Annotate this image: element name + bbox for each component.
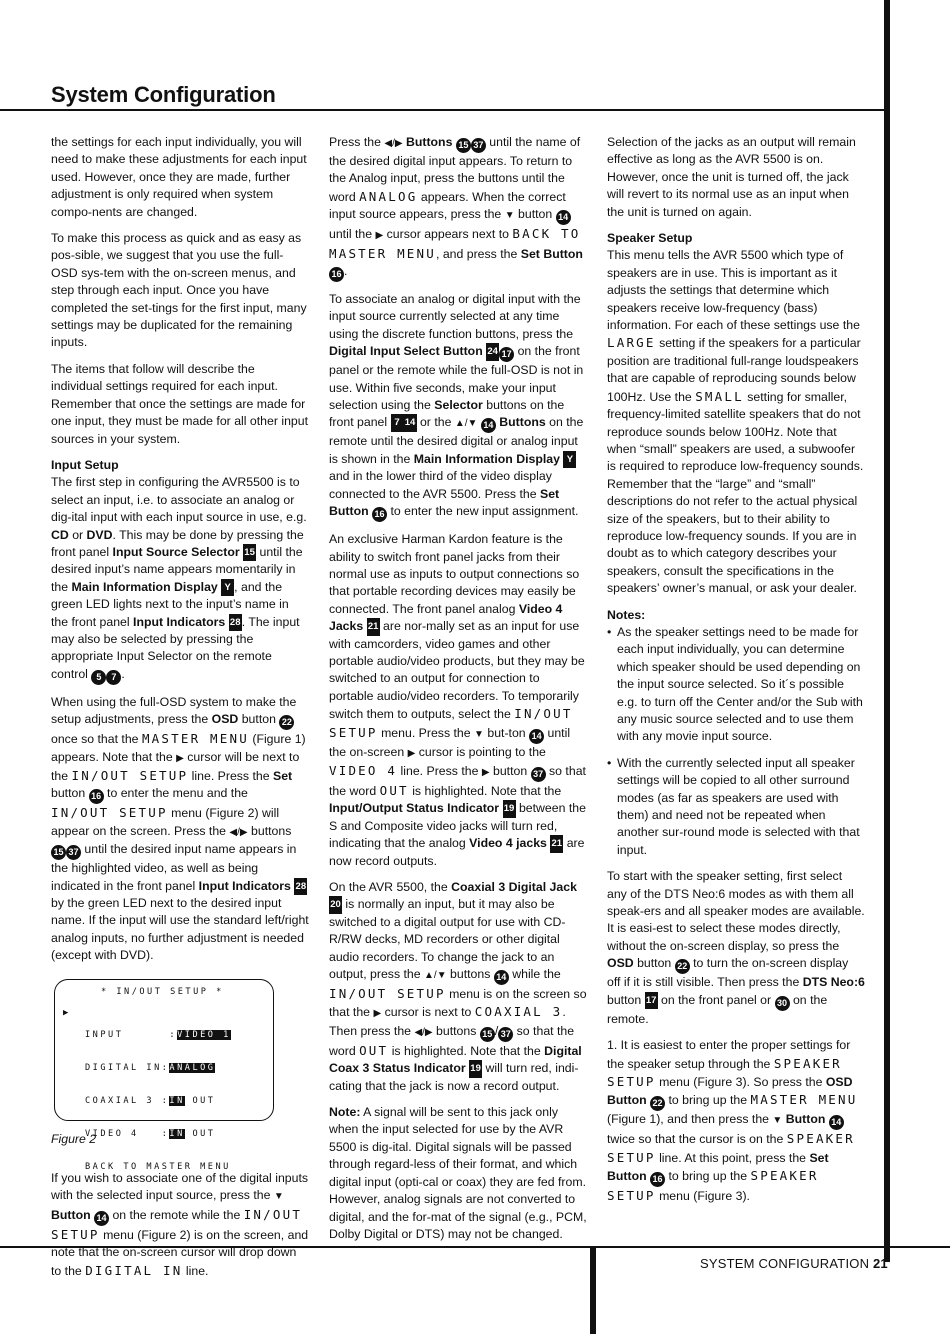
callout-circle: 15 (51, 845, 66, 860)
paragraph: To start with the speaker setting, first select any of the DTS Neo:6 modes as with them all speak-ers and all speaker modes are available. It is easi-est to select these modes directly, without the on-screen display, so press the OSD button 22 to turn the on-screen display off if it is still visible. Then press the DTS Neo:6 button 17 on the front panel or 30 on the remote. (607, 869, 865, 1026)
osd-text: IN/OUT SETUP (329, 986, 446, 1002)
callout-circle: 14 (494, 970, 509, 985)
paragraph: This menu tells the AVR 5500 which type of speakers are in use. This is important as it adjusts the settings that determine which speakers receive low-frequency (bass) information. For each of these settings use the LARGE setting if the speakers for a particular position are traditional full-range loudspeakers that are capable of reproducing sounds below 100Hz. Use the SMALL setting for smaller, frequency-limited satellite speakers that do not reproduce sounds below 100Hz. Note that when “small” speakers are used, a subwoofer is required to reproduce low-frequency sounds. Remember that the “large” and “small” descriptions do not refer to the actual physical size of the speakers, but to their ability to reproduce low-frequency sounds. If you are in doubt as to which category describes your speakers, consult the specifications in the speakers’ owner’s manual, or ask your dealer. (607, 248, 864, 596)
left-right-arrow-icon: ◀/▶ (229, 826, 248, 838)
osd-text: SPEAKER SETUP (607, 1168, 819, 1204)
paragraph: the settings for each input individually, you will need to make these adjustments for each input used. However, once they are made, further adjustment is only required when system compo-nents are changed. (51, 135, 307, 219)
up-down-arrow-icon: ▲/▼ (454, 418, 478, 430)
callout-circle: 22 (279, 715, 294, 730)
callout-circle: 30 (775, 996, 790, 1011)
osd-row: INPUT :VIDEO 1 (85, 1029, 231, 1040)
column-3 (607, 134, 865, 1215)
osd-text: IN/OUT SETUP (51, 805, 168, 821)
osd-menu (85, 1008, 231, 1195)
callout-number: 24 (486, 343, 499, 360)
callout-circle: 7 (106, 670, 121, 685)
callout-number: 17 (645, 992, 658, 1009)
right-arrow-icon: ▶ (481, 766, 490, 778)
callout-letter: Y (563, 451, 576, 468)
section-heading-notes: Notes: (607, 607, 646, 622)
callout-circle: 15 (456, 138, 471, 153)
figure-caption: Figure 2 (51, 1131, 97, 1146)
down-arrow-icon: ▼ (474, 728, 484, 740)
osd-row: DIGITAL IN:ANALOG (85, 1062, 216, 1073)
osd-text: IN/OUT SETUP (71, 768, 189, 783)
paragraph: 1. It is easiest to enter the proper settings for the speaker setup through the SPEAKER SETUP menu (Figure 3). So press the OSD Button 22 to bring up the MASTER MENU (Figure 1), and then press the ▼ Button 14 twice so that the cursor is on the SPEAKER SETUP line. At this point, press the Set Button 16 to bring up the SPEAKER SETUP menu (Figure 3). (607, 1038, 858, 1204)
callout-circle: 16 (89, 789, 104, 804)
callout-circle: 14 (556, 210, 571, 225)
down-arrow-icon: ▼ (504, 210, 515, 222)
callout-circle: 17 (499, 347, 514, 362)
callout-number: 20 (329, 896, 342, 913)
paragraph: If you wish to associate one of the digital inputs with the selected input source, press the ▼ Button 14 on the remote while the IN/OUT SETUP menu (Figure 2) is on the screen, and note that the on-screen cursor will drop down to the DIGITAL IN line. (51, 1171, 309, 1278)
notes-list (607, 624, 865, 859)
up-down-arrow-icon: ▲/▼ (424, 970, 447, 982)
callout-number: 28 (294, 878, 307, 895)
paragraph: Press the ◀/▶ Buttons 15 37 until the name of the desired digital input appears. To return to the Analog input, press the buttons until the word ANALOG appears. When the correct input source appears, press the ▼ button 14 until the ▶ cursor appears next to BACK TO MASTER MENU, and press the Set Button 16 . (329, 134, 587, 282)
footer-divider-bar (590, 1246, 596, 1334)
right-edge-bar (884, 0, 890, 1262)
column-2 (329, 134, 587, 1252)
osd-text: COAXIAL 3 (474, 1004, 563, 1020)
osd-text: ANALOG (359, 188, 418, 204)
callout-circle: 14 (529, 729, 544, 744)
section-heading-speaker-setup: Speaker Setup (607, 231, 693, 246)
list-item: • As the speaker settings need to be made for each input individually, you can determine which speaker should be used depending on the input source selected. So it´s possible e.g. to turn off the Center and/or the Sub with any music source selected and to use them with any movie input source. (607, 624, 865, 746)
callout-number: 28 (229, 614, 242, 631)
right-arrow-icon: ▶ (375, 230, 384, 242)
footer-section: SYSTEM CONFIGURATION (700, 1256, 870, 1271)
callout-number: 19 (469, 1060, 482, 1077)
callout-number: 19 (503, 800, 516, 817)
callout-circle: 37 (498, 1027, 513, 1042)
osd-row: BACK TO MASTER MENU (85, 1161, 231, 1172)
osd-text: MASTER MENU (141, 731, 249, 747)
callout-number: 15 (243, 544, 256, 561)
paragraph: On the AVR 5500, the Coaxial 3 Digital Jack 20 is normally an input, but it may also be switched to a digital output for use with CD-R/RW decks, MD recorders or other digital audio recorders. To change the jack to an output, press the ▲/▼ buttons 14 while the IN/OUT SETUP menu is on the screen so that the ▶ cursor is next to COAXIAL 3. Then press the ◀/▶ buttons 15 / 37 so that the word OUT is highlighted. Note that the Digital Coax 3 Status Indicator 19 will turn red, indi-cating that the jack is now a record output. (329, 880, 587, 1093)
paragraph: To associate an analog or digital input with the input source currently selected at any time using the discrete function buttons, press the Digital Input Select Button 24 17 on the front panel or the remote while the full-OSD is not in use. Within five seconds, make your input selection using the Selector buttons on the front panel 7 14 or the ▲/▼ 14 Buttons on the remote until the desired digital or analog input is shown in the Main Information Display Y and in the lower third of the video display connected to the AVR 5500. Press the Set Button 16 to enter the new input assignment. (329, 291, 587, 522)
right-arrow-icon: ▶ (373, 1008, 382, 1020)
header-rule (0, 109, 890, 111)
callout-letter: Y (221, 579, 234, 596)
callout-circle: 37 (471, 138, 486, 153)
column-1 (51, 134, 309, 1289)
osd-text: BACK TO MASTER MENU (329, 226, 581, 261)
osd-text: SPEAKER SETUP (607, 1055, 842, 1089)
paragraph: The items that follow will describe the individual settings required for each input. Remember that once the settings are made for one input, they must be made for all other input sources in your system. (51, 361, 309, 446)
osd-text: DIGITAL IN (85, 1262, 183, 1278)
osd-row: VIDEO 4 :IN OUT (85, 1128, 216, 1139)
osd-text: LARGE (607, 335, 656, 351)
right-arrow-icon: ▶ (407, 747, 416, 759)
callout-circle: 22 (675, 959, 690, 974)
osd-text: MASTER MENU (750, 1092, 858, 1108)
page-footer (700, 1256, 888, 1272)
page-title: System Configuration (51, 82, 276, 107)
callout-circle: 14 (94, 1211, 109, 1226)
page-number: 21 (872, 1256, 888, 1271)
osd-text: IN/OUT SETUP (329, 706, 573, 740)
left-right-arrow-icon: ◀/▶ (384, 138, 403, 149)
osd-text: IN/OUT SETUP (51, 1206, 303, 1242)
callout-circle: 16 (650, 1172, 665, 1187)
paragraph: An exclusive Harman Kardon feature is the ability to switch front panel jacks from their normal use as inputs to output connections so that portable recording devices may easily be connected. The front panel analog Video 4 Jacks 21 are nor-mally set as an input for use with camcorders, video games and other portable audio/video products, but they may be switched to an output for connection to portable audio/video recorders. To temporarily switch them to outputs, select the IN/OUT SETUP menu. Press the ▼ but-ton 14 until the on-screen ▶ cursor is pointing to the VIDEO 4 line. Press the ▶ button 37 so that the word OUT is highlighted. Note that the Input/Output Status Indicator 19 between the S and Composite video jacks will turn red, indicating that the analog Video 4 jacks 21 are now record outputs. (329, 532, 586, 868)
osd-text: SMALL (695, 388, 744, 404)
callout-circle: 37 (531, 767, 546, 782)
callout-number: 14 (404, 414, 417, 431)
osd-text: OUT (379, 782, 409, 798)
callout-number: 21 (550, 835, 563, 852)
callout-circle: 22 (650, 1096, 665, 1111)
paragraph: Selection of the jacks as an output will remain effective as long as the AVR 5500 is on. However, once the unit is turned off, the jack will revert to its normal use as an input when the unit is turned on again. (607, 135, 856, 219)
callout-number: 21 (367, 618, 380, 635)
left-right-arrow-icon: ◀/▶ (414, 1026, 433, 1038)
section-heading-input-setup: Input Setup (51, 457, 119, 472)
callout-number: 7 (391, 414, 404, 431)
osd-row: COAXIAL 3 :IN OUT (85, 1095, 216, 1106)
callout-circle: 16 (372, 507, 387, 522)
right-arrow-icon: ▶ (176, 752, 184, 764)
paragraph: To make this process as quick and as easy as pos-sible, we suggest that you use the full-OSD sys-tem with the on-screen menus, and step through each input. Once you have completed the set-tings for the first input, many settings may be duplicated for the remaining inputs. (51, 231, 307, 350)
list-item: • With the currently selected input all speaker settings will be copied to all other surround modes (as far as speakers are used with them) and need not be repeated when another sur-round mode is selected with that input. (607, 755, 865, 859)
osd-cursor-icon: ▶ (63, 1007, 69, 1018)
down-arrow-icon: ▼ (273, 1191, 284, 1203)
paragraph: The first step in configuring the AVR5500 is to select an input, i.e. to associate an analog or dig-ital input with each input source in use, e.g. CD or DVD. This may be done by pressing the front panel Input Source Selector 15 until the desired input’s name appears momentarily in the Main Information Display Y , and the green LED lights next to the input’s name in the front panel Input Indicators 28. The input may also be selected by pressing the appropriate Input Selector on the remote control 5 7 . (51, 474, 309, 684)
osd-text: SPEAKER SETUP (607, 1131, 855, 1165)
callout-circle: 14 (829, 1115, 844, 1130)
callout-circle: 37 (66, 845, 81, 860)
down-arrow-icon: ▼ (772, 1115, 783, 1127)
callout-circle: 14 (481, 418, 496, 433)
osd-title: * IN/OUT SETUP * (101, 986, 224, 997)
paragraph: When using the full-OSD system to make the setup adjustments, press the OSD button 22 once so that the MASTER MENU (Figure 1) appears. Note that the ▶ cursor will be next to the IN/OUT SETUP line. Press the Set button 16 to enter the menu and the IN/OUT SETUP menu (Figure 2) will appear on the screen. Press the ◀/▶ buttons 15 37 until the desired input name appears in the highlighted video, as well as being indicated in the front panel Input Indicators 28 by the green LED next to the desired input name. If the input will use the standard left/right analog inputs, no further adjustment is needed (except with DVD). (51, 694, 309, 963)
callout-circle: 5 (91, 670, 106, 685)
osd-text: VIDEO 4 (329, 762, 398, 778)
callout-circle: 15 (480, 1027, 495, 1042)
paragraph: Note: A signal will be sent to this jack only when the input selected for use by the AVR 5500 is dig-ital. Digital signals will be passed through regard-less of their format, and which digital input (opti-cal or coax) they are fed from. However, analog signals are not converted to digital, and the for-mat of the signal (e.g., PCM, Dolby Digital or DTS) may not be changed. (329, 1105, 587, 1241)
osd-text: OUT (359, 1042, 389, 1058)
callout-circle: 16 (329, 267, 344, 282)
